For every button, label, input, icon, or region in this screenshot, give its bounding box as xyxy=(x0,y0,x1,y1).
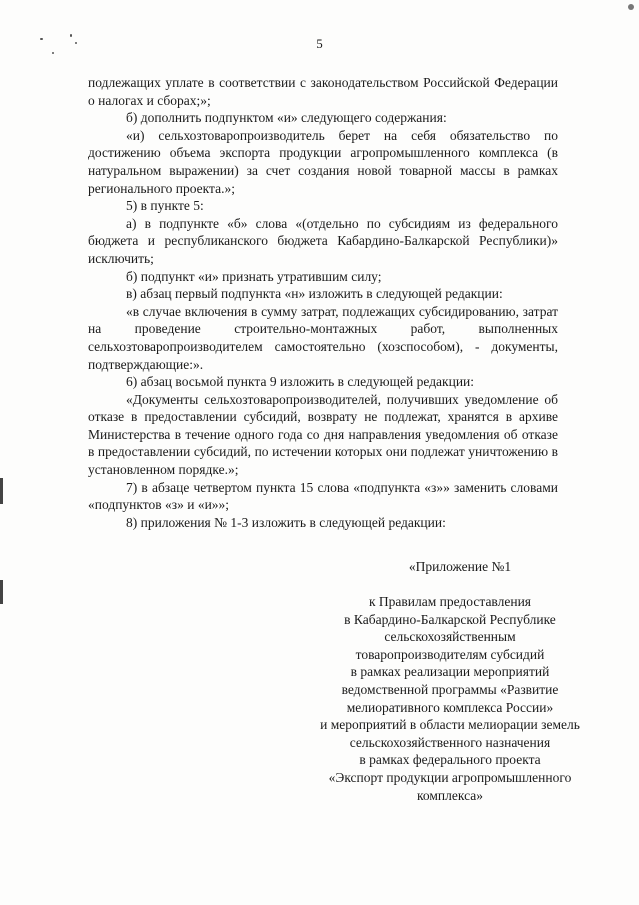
appendix-line: и мероприятий в области мелиорации земель xyxy=(320,717,580,733)
appendix-title: «Приложение №1 xyxy=(408,559,512,574)
paragraph: 8) приложения № 1-3 изложить в следующей редакции: xyxy=(126,514,446,530)
paragraph: 5) в пункте 5: xyxy=(126,198,204,214)
paragraph: в) абзац первый подпункта «н» изложить в следующей редакции: xyxy=(126,286,503,302)
paragraph: «и) сельхозтоваропроизводитель берет на себя обязательство по достижению объема экспорта продукции агропромышленного комплекса (в натуральном выражении) за счет создания новой товарной массы в рамках регионального проекта.»; xyxy=(88,127,558,196)
appendix-line: сельскохозяйственного назначения xyxy=(349,734,551,750)
appendix-line: мелиоративного комплекса России» xyxy=(346,699,554,715)
appendix-line: к Правилам предоставления xyxy=(368,594,532,609)
appendix-line: сельскохозяйственным xyxy=(384,629,516,645)
appendix-line: в рамках федерального проекта xyxy=(359,752,541,768)
binding-edge-mark xyxy=(0,478,3,504)
paragraph: б) дополнить подпунктом «и» следующего содержания: xyxy=(126,110,447,126)
scan-dot xyxy=(52,52,54,54)
appendix-line: «Экспорт продукции агропромышленного xyxy=(328,769,572,785)
paragraph: подлежащих уплате в соответствии с законодательством Российской Федерации о налогах и сборах;»; xyxy=(88,75,558,108)
scan-dot xyxy=(628,4,634,10)
appendix-line: ведомственной программы «Развитие xyxy=(341,681,559,697)
appendix-line: товаропроизводителям субсидий xyxy=(355,646,545,662)
paragraph: «в случае включения в сумму затрат, подлежащих субсидированию, затрат на проведение строительно-монтажных работ, выполненных сельхозтоваропроизводителем самостоятельно (хозспособом), - документы, подтверждающие:». xyxy=(88,303,558,372)
appendix-caption xyxy=(300,593,600,804)
document-body xyxy=(88,74,558,531)
paragraph: а) в подпункте «б» слова «(отдельно по субсидиям из федерального бюджета и республиканского бюджета Кабардино-Балкарской Республики)» исключить; xyxy=(88,215,558,266)
paragraph: «Документы сельхозтоваропроизводителей, получивших уведомление об отказе в предоставлении субсидий, возврату не подлежат, хранятся в архиве Министерства в течение одного года со дня направления уведомления об отказе в предоставлении субсидий, по истечении которых они подлежат уничтожению в установленном порядке.»; xyxy=(88,391,558,478)
paragraph: 6) абзац восьмой пункта 9 изложить в следующей редакции: xyxy=(126,374,475,390)
paragraph: б) подпункт «и» признать утратившим силу; xyxy=(126,268,382,284)
binding-edge-mark xyxy=(0,580,3,604)
page-number: 5 xyxy=(316,36,323,51)
appendix-line: в Кабардино-Балкарской Республике xyxy=(344,611,556,627)
appendix-line: в рамках реализации мероприятий xyxy=(350,664,550,680)
appendix-line: комплекса» xyxy=(417,787,483,803)
paragraph: 7) в абзаце четвертом пункта 15 слова «подпункта «з»» заменить словами «подпунктов «з» и «и»»; xyxy=(88,479,558,513)
